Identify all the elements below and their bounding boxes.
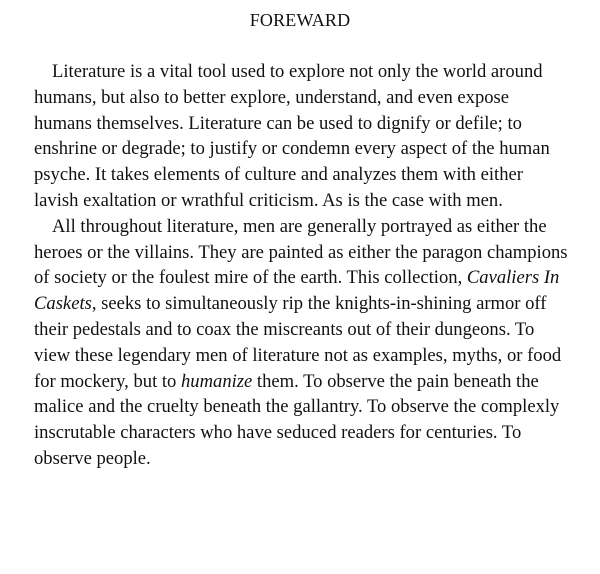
page-title: FOREWARD [249, 10, 351, 30]
paragraph-2-text-3: them. To observe the pain beneath the malice and the cruelty beneath the gallantry. To observe the complexly inscrutable characters who have seduced readers for centuries. To observe people. [34, 370, 560, 469]
emphasis-word: humanize [181, 370, 253, 392]
paragraph-1: Literature is a vital tool used to explore not only the world around humans, but also to better explore, understand, and even expose humans themselves. Literature can be used to dignify or defile; to enshrine or degrade; to justify or condemn every aspect of the human psyche. It takes elements of culture and analyzes them with either lavish exaltation or wrathful criticism. As is the case with men. [34, 61, 550, 211]
body-text [34, 59, 570, 472]
book-title: Cavaliers In Caskets [34, 267, 560, 315]
paragraph-2-text-1: All throughout literature, men are generally portrayed as either the heroes or the villains. They are painted as either the paragon champions of society or the foulest mire of the earth. This collection, [34, 215, 568, 289]
paragraph-2-text-2: , seeks to simultaneously rip the knights-in-shining armor off their pedestals and to coax the miscreants out of their dungeons. To view these legendary men of literature not as examples, myths, or food for mockery, but to [34, 293, 562, 392]
paragraph-2 [34, 214, 570, 472]
